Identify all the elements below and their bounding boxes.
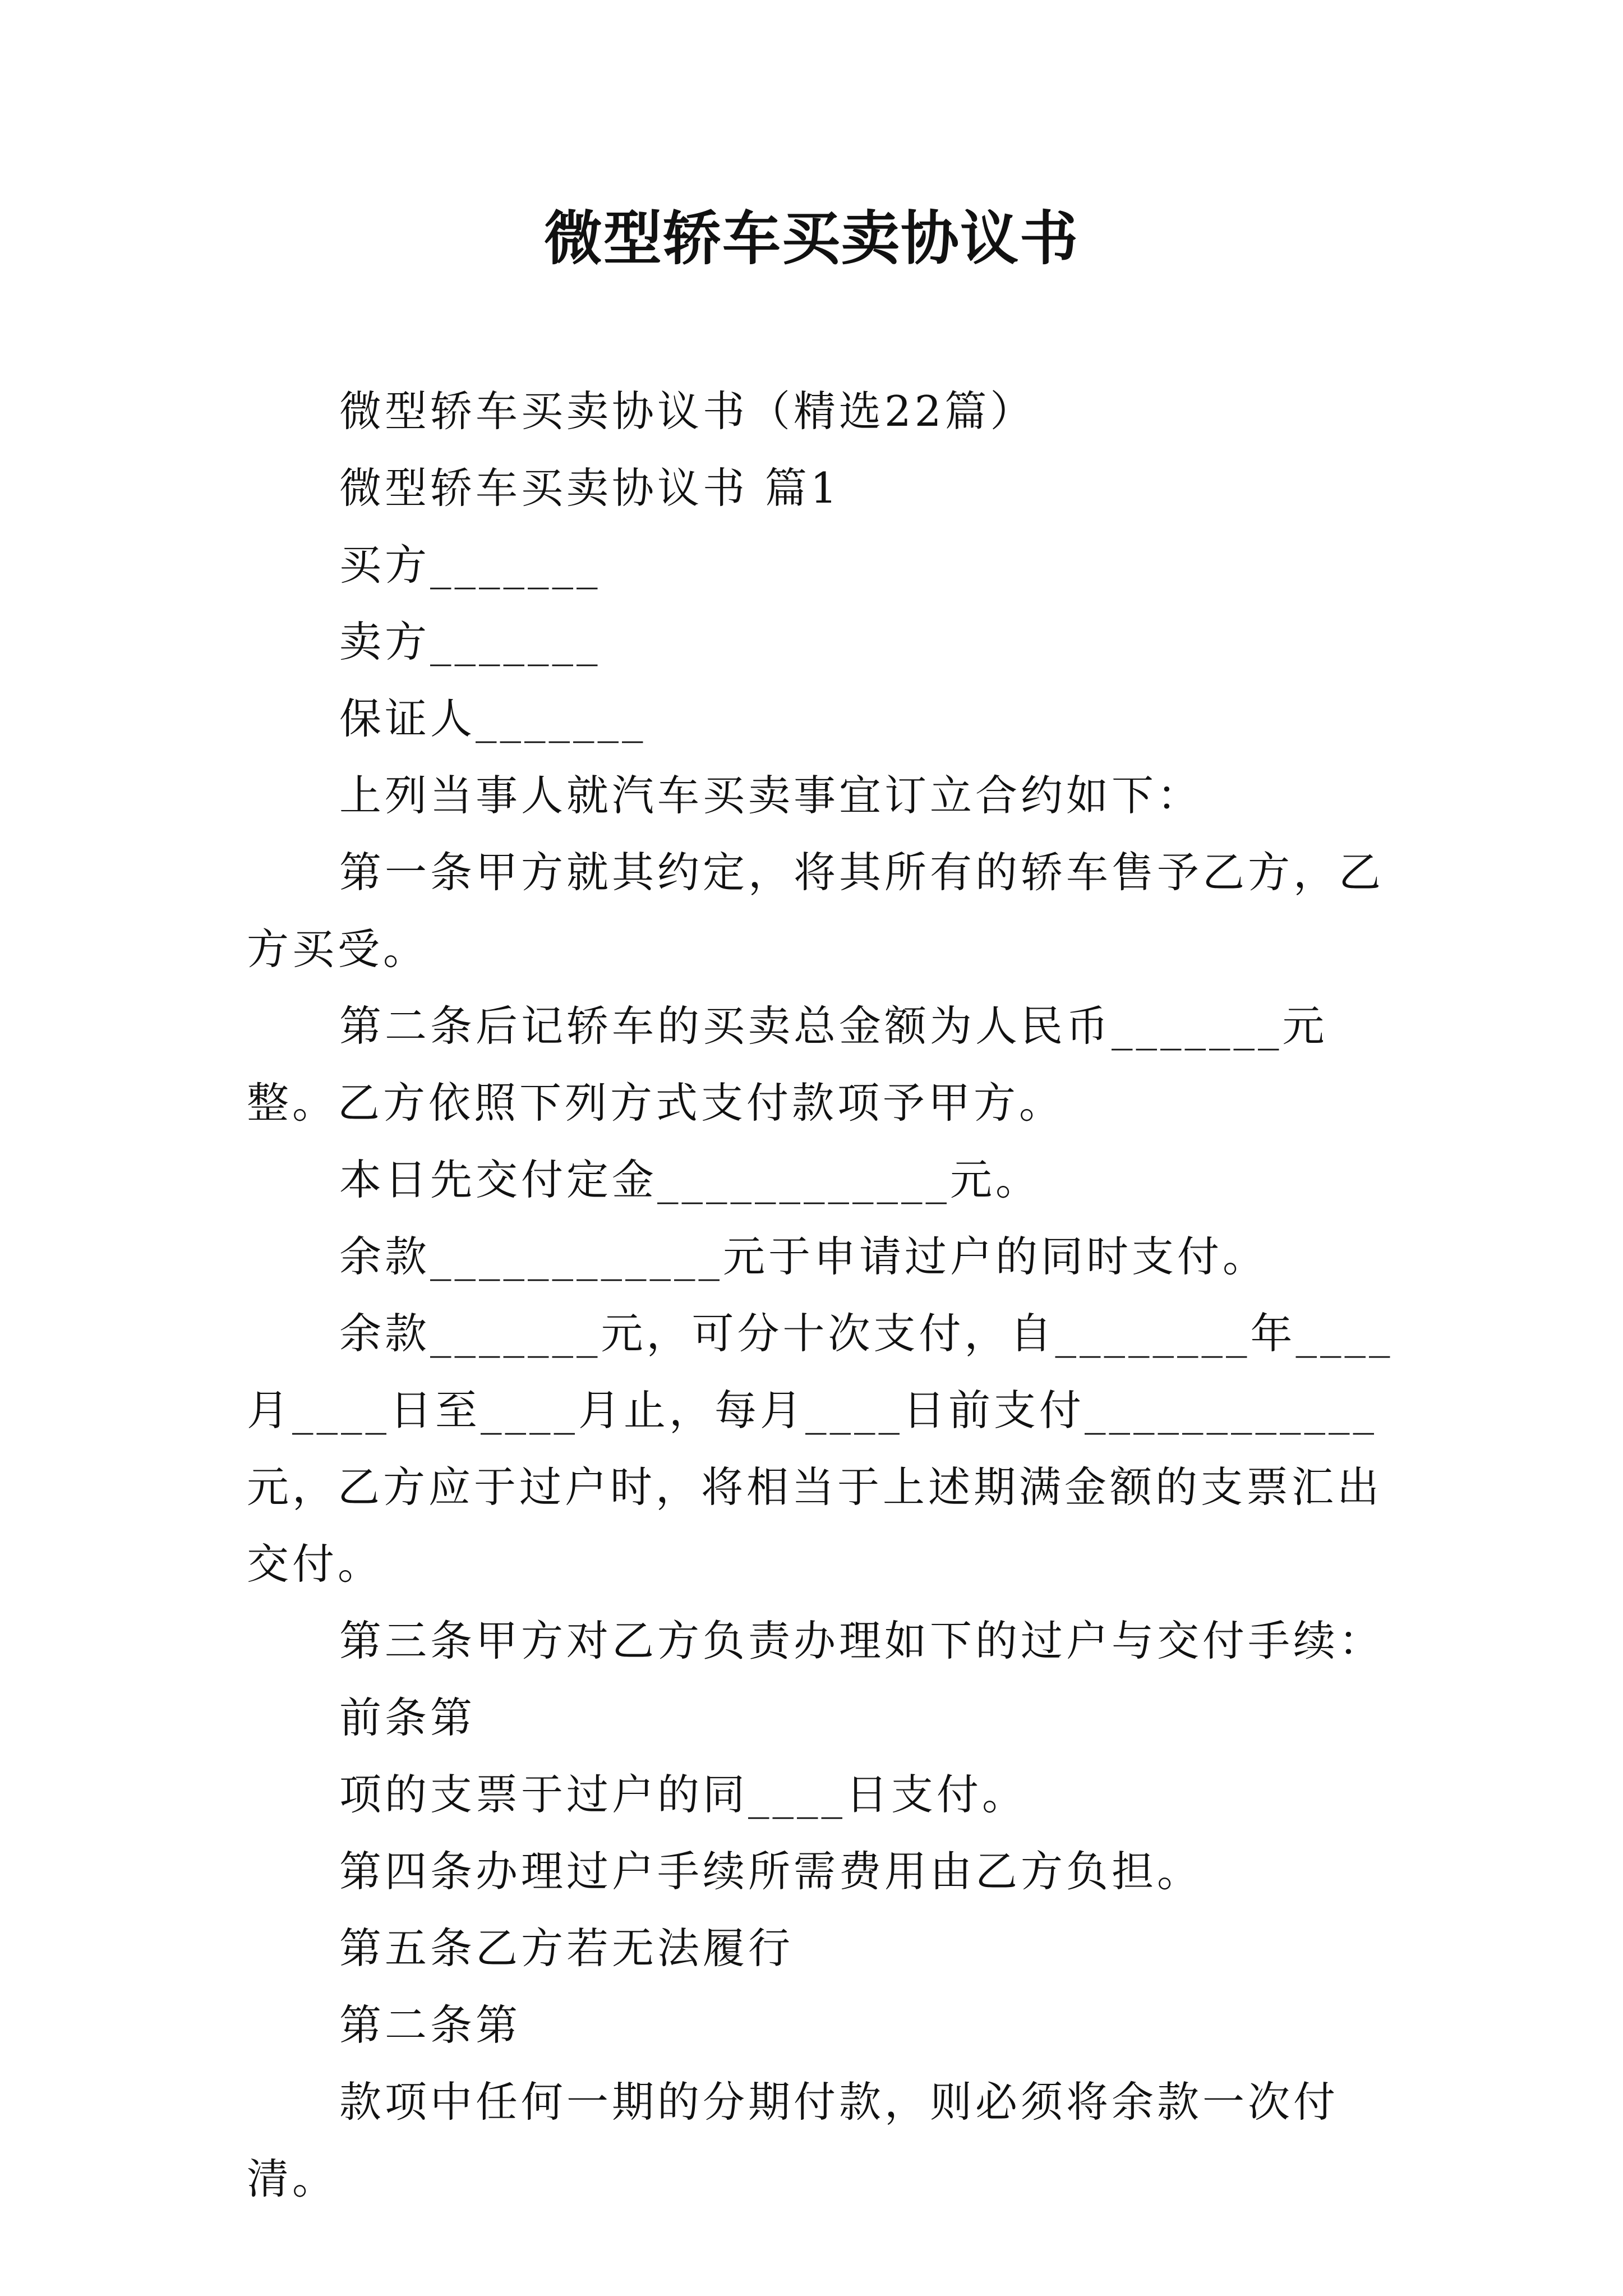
paragraph-deposit: 本日先交付定金____________元。 bbox=[339, 1155, 1041, 1204]
document-body bbox=[247, 373, 1396, 2217]
paragraph-buyer: 买方_______ bbox=[339, 540, 601, 590]
paragraph-guarantor: 保证人_______ bbox=[339, 694, 647, 743]
paragraph-article-4: 第四条办理过户手续所需费用由乙方负担。 bbox=[339, 1847, 1203, 1896]
paragraph-full-payment: 款项中任何一期的分期付款，则必须将余款一次付清。 bbox=[247, 2077, 1339, 2203]
paragraph-cheque: 项的支票于过户的同____日支付。 bbox=[339, 1770, 1028, 1819]
paragraph-seller: 卖方_______ bbox=[339, 617, 601, 666]
paragraph-balance-transfer: 余款____________元于申请过户的同时支付。 bbox=[339, 1232, 1269, 1281]
paragraph-section-heading: 微型轿车买卖协议书 篇1 bbox=[339, 463, 841, 513]
paragraph-article-1: 第一条甲方就其约定，将其所有的轿车售予乙方，乙方买受。 bbox=[247, 848, 1385, 974]
document-title: 微型轿车买卖协议书 bbox=[543, 204, 1079, 273]
paragraph-article-5: 第五条乙方若无法履行 bbox=[339, 1924, 794, 1973]
paragraph-installments: 余款_______元，可分十次支付，自________年____月____日至____月止，每月____日前支付____________元，乙方应于过户时，将相当于上述期满金额的支票汇出交付。 bbox=[247, 1309, 1394, 1589]
paragraph-article-3: 第三条甲方对乙方负责办理如下的过户与交付手续： bbox=[339, 1616, 1385, 1665]
paragraph-article-2-ref: 第二条第 bbox=[339, 2000, 522, 2050]
paragraph-article-2: 第二条后记轿车的买卖总金额为人民币_______元整。乙方依照下列方式支付款项予甲方。 bbox=[247, 1001, 1328, 1128]
paragraph-preamble: 上列当事人就汽车买卖事宜订立合约如下： bbox=[339, 771, 1203, 820]
paragraph-subtitle: 微型轿车买卖协议书（精选22篇） bbox=[339, 386, 1036, 436]
paragraph-preceding-clause: 前条第 bbox=[339, 1693, 476, 1742]
